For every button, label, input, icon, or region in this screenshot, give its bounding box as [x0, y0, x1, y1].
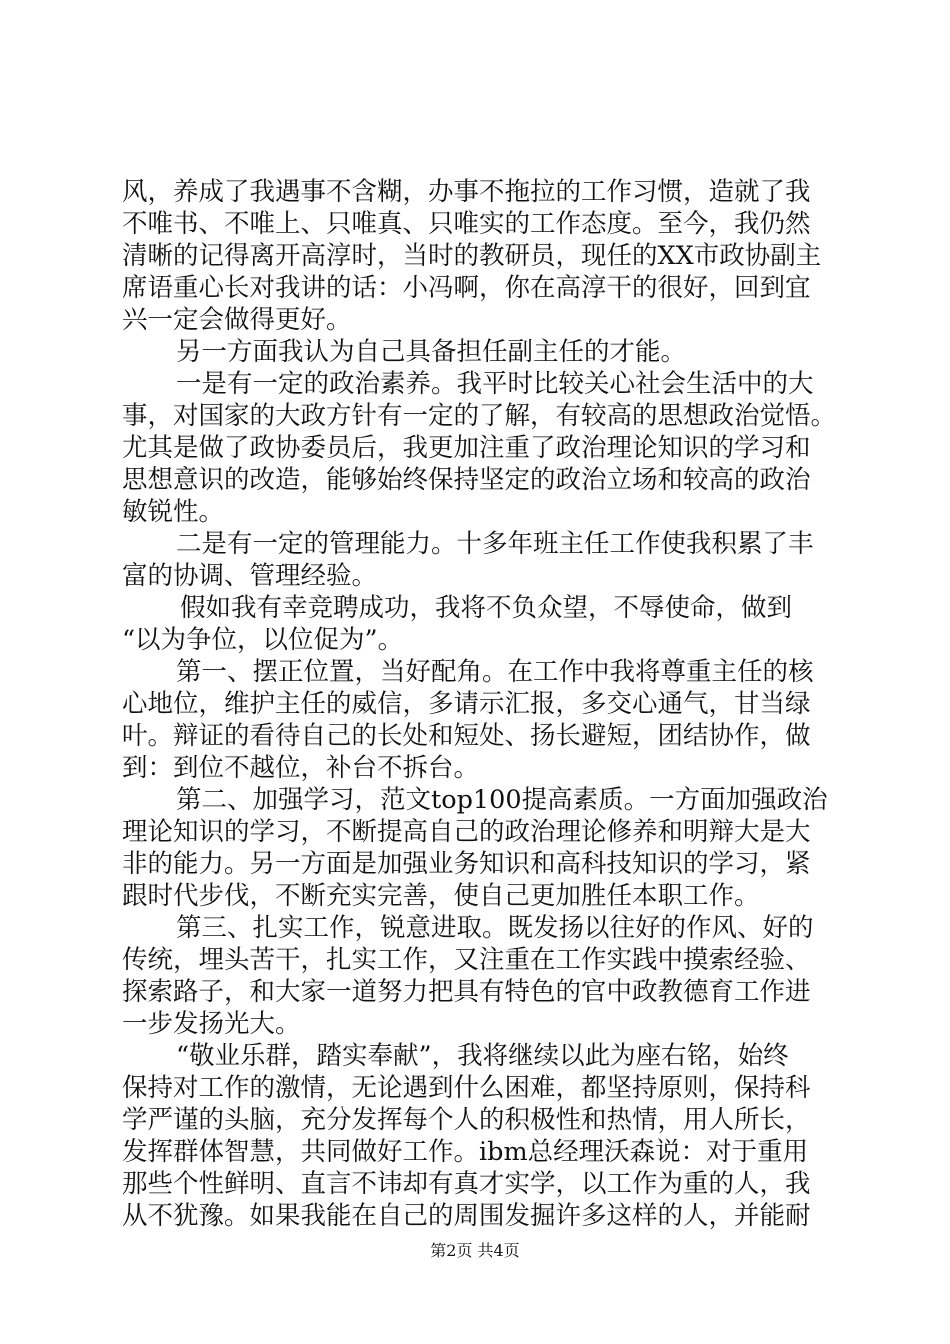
text-line: 富的协调、管理经验。	[122, 561, 378, 591]
text-line: 从不犹豫。如果我能在自己的周围发掘许多这样的人，并能耐	[122, 1201, 811, 1231]
text-line: 风，养成了我遇事不含糊，办事不拖拉的工作习惯，造就了我	[122, 177, 811, 207]
text-line: “以为争位，以位促为”。	[122, 625, 404, 655]
text-line: 第一、摆正位置，当好配角。在工作中我将尊重主任的核	[176, 657, 814, 687]
text-line: 发挥群体智慧，共同做好工作。ibm总经理沃森说：对于重用	[122, 1137, 809, 1167]
text-line: 第三、扎实工作，锐意进取。既发扬以往好的作风、好的	[176, 913, 814, 943]
text-line: 传统，埋头苦干，扎实工作，又注重在工作实践中摸索经验、	[122, 945, 811, 975]
text-line: 事，对国家的大政方针有一定的了解，有较高的思想政治觉悟。	[122, 401, 837, 431]
text-line: 非的能力。另一方面是加强业务知识和高科技知识的学习，紧	[122, 849, 811, 879]
text-line: 一是有一定的政治素养。我平时比较关心社会生活中的大	[176, 369, 814, 399]
text-line: 另一方面我认为自己具备担任副主任的才能。	[176, 337, 687, 367]
text-line: 心地位，维护主任的威信，多请示汇报，多交心通气，甘当绿	[122, 689, 811, 719]
text-line: 一步发扬光大。	[122, 1009, 301, 1039]
text-line: 清晰的记得离开高淳时，当时的教研员，现任的XX市政协副主	[122, 241, 822, 271]
text-line: 席语重心长对我讲的话：小冯啊，你在高淳干的很好，回到宜	[122, 273, 811, 303]
text-line: 思想意识的改造，能够始终保持坚定的政治立场和较高的政治	[122, 465, 811, 495]
text-line: 探索路子，和大家一道努力把具有特色的官中政教德育工作进	[122, 977, 811, 1007]
text-line: 叶。辩证的看待自己的长处和短处、扬长避短，团结协作，做	[122, 721, 811, 751]
text-line: 假如我有幸竞聘成功，我将不负众望，不辱使命，做到	[180, 593, 793, 623]
page-number-footer: 第2页 共4页	[430, 1241, 520, 1260]
text-line: 敏锐性。	[122, 497, 225, 527]
text-line: 跟时代步伐，不断充实完善，使自己更加胜任本职工作。	[122, 881, 760, 911]
text-line: 不唯书、不唯上、只唯真、只唯实的工作态度。至今，我仍然	[122, 209, 811, 239]
text-line: 二是有一定的管理能力。十多年班主任工作使我积累了丰	[176, 529, 814, 559]
text-line: 第二、加强学习，范文top100提高素质。一方面加强政治	[176, 785, 828, 815]
text-line: 保持对工作的激情，无论遇到什么困难，都坚持原则，保持科	[122, 1073, 811, 1103]
text-line: 那些个性鲜明、直言不讳却有真才实学，以工作为重的人，我	[122, 1169, 811, 1199]
text-line: 兴一定会做得更好。	[122, 305, 352, 335]
text-line: 学严谨的头脑，充分发挥每个人的积极性和热情，用人所长，	[122, 1105, 811, 1135]
text-line: 尤其是做了政协委员后，我更加注重了政治理论知识的学习和	[122, 433, 811, 463]
text-line: “敬业乐群，踏实奉献”，我将继续以此为座右铭，始终	[176, 1041, 789, 1071]
text-line: 理论知识的学习，不断提高自己的政治理论修养和明辩大是大	[122, 817, 811, 847]
text-line: 到：到位不越位，补台不拆台。	[122, 753, 480, 783]
